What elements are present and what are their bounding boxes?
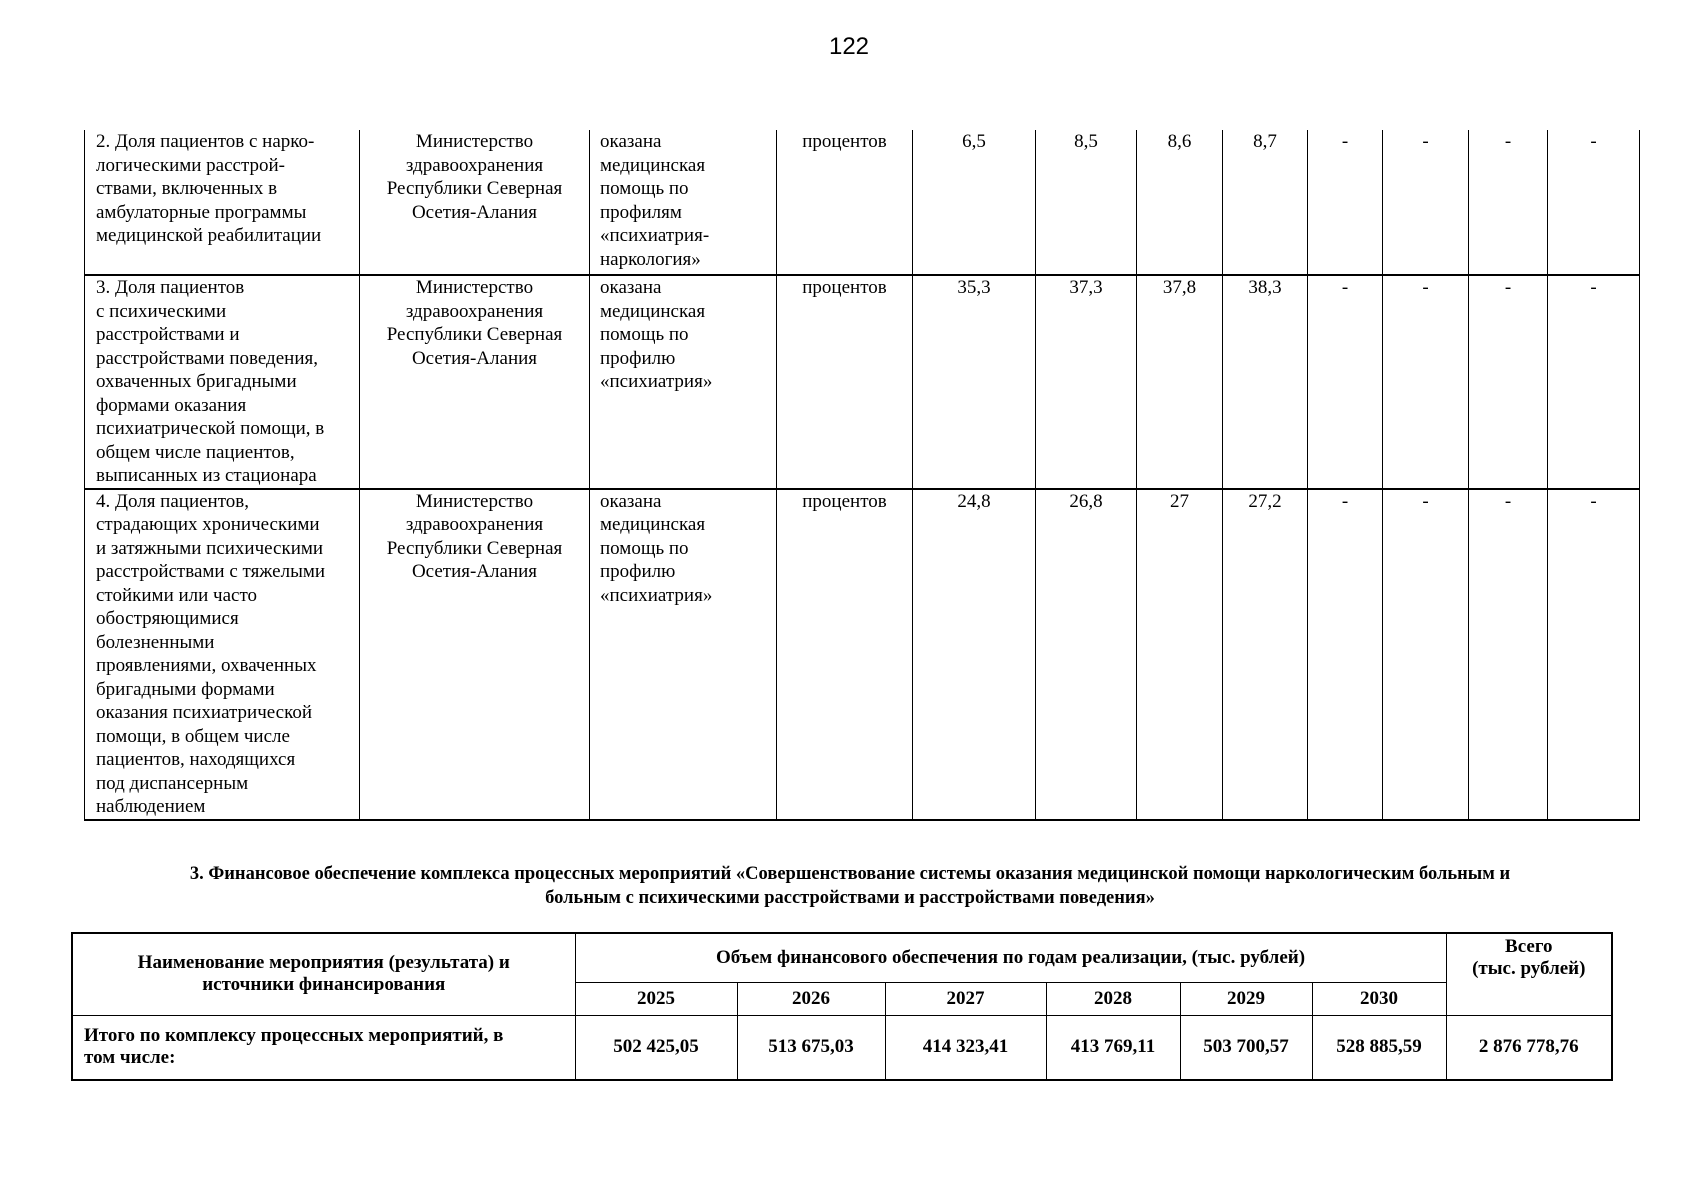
indicator-name-line: с психическими [96, 300, 227, 322]
indicator-value: - [1308, 130, 1383, 275]
section-title [100, 862, 1600, 910]
indicator-value: - [1548, 275, 1640, 489]
indicator-organization [360, 130, 590, 275]
finance-table [71, 932, 1613, 1081]
indicator-result-line: профилям [600, 201, 682, 223]
indicator-result-line: медицинская [600, 514, 706, 535]
indicator-organization-line: здравоохранения [405, 154, 544, 176]
indicator-name-line: медицинской реабилитации [96, 225, 322, 246]
indicator-value: 8,6 [1137, 130, 1223, 275]
indicator-name-line: психиатрической помощи, в [96, 418, 325, 439]
indicator-result-line: помощь по [600, 324, 689, 345]
section-title-line-2: больным с психическими расстройствами и расстройствами поведения» [545, 888, 1155, 908]
indicator-name-line: бригадными формами [96, 678, 275, 700]
indicator-result-line: помощь по [600, 178, 689, 199]
indicator-result [590, 275, 777, 489]
indicator-name-line: охваченных бригадными [96, 371, 297, 392]
indicator-organization-line: здравоохранения [405, 514, 544, 535]
finance-header-name-line-2: источники финансирования [202, 974, 446, 996]
indicator-organization-line: Министерство [415, 131, 534, 152]
section-title-line-1: 3. Финансовое обеспечение комплекса процессных мероприятий «Совершенствование системы оказания медицинской помощи наркологическим больным и [189, 864, 1511, 884]
indicator-row [85, 130, 1640, 275]
indicator-value: - [1469, 130, 1548, 275]
finance-header-volume: Объем финансового обеспечения по годам реализации, (тыс. рублей) [575, 933, 1446, 982]
indicator-result-line: оказана [600, 277, 662, 298]
indicator-name-line: болезненными [96, 631, 215, 653]
indicator-organization-line: Республики Северная [386, 324, 563, 345]
indicator-result [590, 130, 777, 275]
finance-header-total-line-1: Всего [1505, 936, 1553, 957]
indicator-value: 27 [1137, 489, 1223, 820]
finance-header-name-line-1: Наименование мероприятия (результата) и [137, 952, 510, 974]
indicator-name-line: амбулаторные программы [96, 201, 307, 223]
indicator-value: 27,2 [1223, 489, 1308, 820]
finance-grand-total: 2 876 778,76 [1446, 1015, 1612, 1080]
finance-total-value: 513 675,03 [737, 1015, 885, 1080]
finance-header-total-line-2: (тыс. рублей) [1472, 958, 1586, 979]
indicator-name-line: формами оказания [96, 394, 247, 416]
indicator-organization-line: Республики Северная [386, 178, 563, 199]
indicator-name-line: стойкими или часто [96, 584, 258, 606]
indicator-organization-line: Республики Северная [386, 537, 563, 559]
indicator-value: 37,8 [1137, 275, 1223, 489]
finance-total-value: 503 700,57 [1180, 1015, 1312, 1080]
finance-total-label-line-1: Итого по комплексу процессных мероприятий, в [84, 1025, 504, 1047]
indicator-name-line: расстройствами с тяжелыми [96, 561, 326, 582]
finance-year-header: 2025 [575, 982, 737, 1015]
indicator-result-line: оказана [600, 131, 662, 152]
indicator-organization [360, 489, 590, 820]
indicator-result-line: «психиатрия» [600, 584, 713, 606]
indicator-value: - [1548, 489, 1640, 820]
finance-year-header: 2030 [1312, 982, 1446, 1015]
indicator-value: 26,8 [1036, 489, 1137, 820]
indicator-result-line: наркология» [600, 248, 701, 270]
finance-year-header: 2029 [1180, 982, 1312, 1015]
indicators-table [84, 130, 1640, 821]
finance-total-label [72, 1015, 575, 1080]
indicator-organization-line: Министерство [415, 490, 534, 512]
indicator-name [85, 275, 360, 489]
indicator-name-line: проявлениями, охваченных [96, 655, 317, 676]
finance-year-header: 2028 [1046, 982, 1180, 1015]
indicator-result-line: профилю [600, 347, 676, 369]
indicator-value: 35,3 [913, 275, 1036, 489]
indicator-name-line: ствами, включенных в [96, 178, 278, 199]
indicator-name-line: общем числе пациентов, [96, 441, 295, 463]
indicator-name-line: 2. Доля пациентов с нарко- [96, 131, 315, 152]
indicator-organization-line: здравоохранения [405, 300, 544, 322]
finance-year-header: 2027 [885, 982, 1046, 1015]
finance-year-header: 2026 [737, 982, 885, 1015]
indicator-name-line: и затяжными психическими [96, 537, 324, 559]
finance-total-label-line-2: том числе: [84, 1047, 176, 1069]
indicator-name [85, 130, 360, 275]
indicator-organization-line: Министерство [415, 277, 534, 298]
indicator-result-line: медицинская [600, 300, 706, 322]
finance-total-value: 528 885,59 [1312, 1015, 1446, 1080]
indicator-value: - [1548, 130, 1640, 275]
indicator-name-line: выписанных из стационара [96, 465, 317, 486]
indicator-unit: процентов [777, 275, 913, 489]
indicator-result-line: оказана [600, 490, 662, 512]
finance-total-value: 413 769,11 [1046, 1015, 1180, 1080]
finance-header-total [1446, 933, 1612, 1015]
indicator-result-line: «психиатрия» [600, 371, 713, 392]
indicator-value: - [1469, 275, 1548, 489]
indicator-value: - [1383, 275, 1469, 489]
page-number: 122 [828, 33, 870, 60]
indicator-name-line: пациентов, находящихся [96, 749, 296, 770]
indicator-result-line: помощь по [600, 537, 689, 559]
indicator-result-line: «психиатрия- [600, 225, 710, 246]
indicator-unit: процентов [777, 489, 913, 820]
indicator-name-line: 3. Доля пациентов [96, 277, 245, 298]
finance-total-value: 414 323,41 [885, 1015, 1046, 1080]
indicator-value: - [1308, 489, 1383, 820]
indicator-value: 8,7 [1223, 130, 1308, 275]
indicator-name-line: оказания психиатрической [96, 702, 313, 723]
indicator-name-line: обостряющимися [96, 608, 239, 629]
indicator-name-line: под диспансерным [96, 772, 249, 794]
indicator-value: 8,5 [1036, 130, 1137, 275]
indicator-value: - [1469, 489, 1548, 820]
indicator-value: - [1383, 489, 1469, 820]
indicator-name [85, 489, 360, 820]
indicator-result-line: медицинская [600, 154, 706, 176]
indicator-organization-line: Осетия-Алания [411, 201, 538, 223]
indicator-name-line: наблюдением [96, 796, 206, 817]
indicator-value: - [1383, 130, 1469, 275]
finance-total-value: 502 425,05 [575, 1015, 737, 1080]
indicator-value: 38,3 [1223, 275, 1308, 489]
indicator-row [85, 275, 1640, 489]
indicator-name-line: расстройствами и [96, 324, 240, 345]
indicator-name-line: помощи, в общем числе [96, 725, 290, 747]
indicator-row [85, 489, 1640, 820]
indicator-result [590, 489, 777, 820]
indicator-value: 24,8 [913, 489, 1036, 820]
indicator-organization-line: Осетия-Алания [411, 347, 538, 369]
indicator-value: - [1308, 275, 1383, 489]
indicator-result-line: профилю [600, 561, 676, 582]
indicator-organization-line: Осетия-Алания [411, 561, 538, 582]
indicator-organization [360, 275, 590, 489]
indicator-name-line: логическими расстрой- [96, 154, 286, 176]
indicator-name-line: 4. Доля пациентов, [96, 490, 249, 512]
indicator-value: 37,3 [1036, 275, 1137, 489]
indicator-unit: процентов [777, 130, 913, 275]
indicator-name-line: расстройствами поведения, [96, 347, 318, 369]
finance-header-name [72, 933, 575, 1015]
indicator-value: 6,5 [913, 130, 1036, 275]
indicator-name-line: страдающих хроническими [96, 514, 320, 535]
